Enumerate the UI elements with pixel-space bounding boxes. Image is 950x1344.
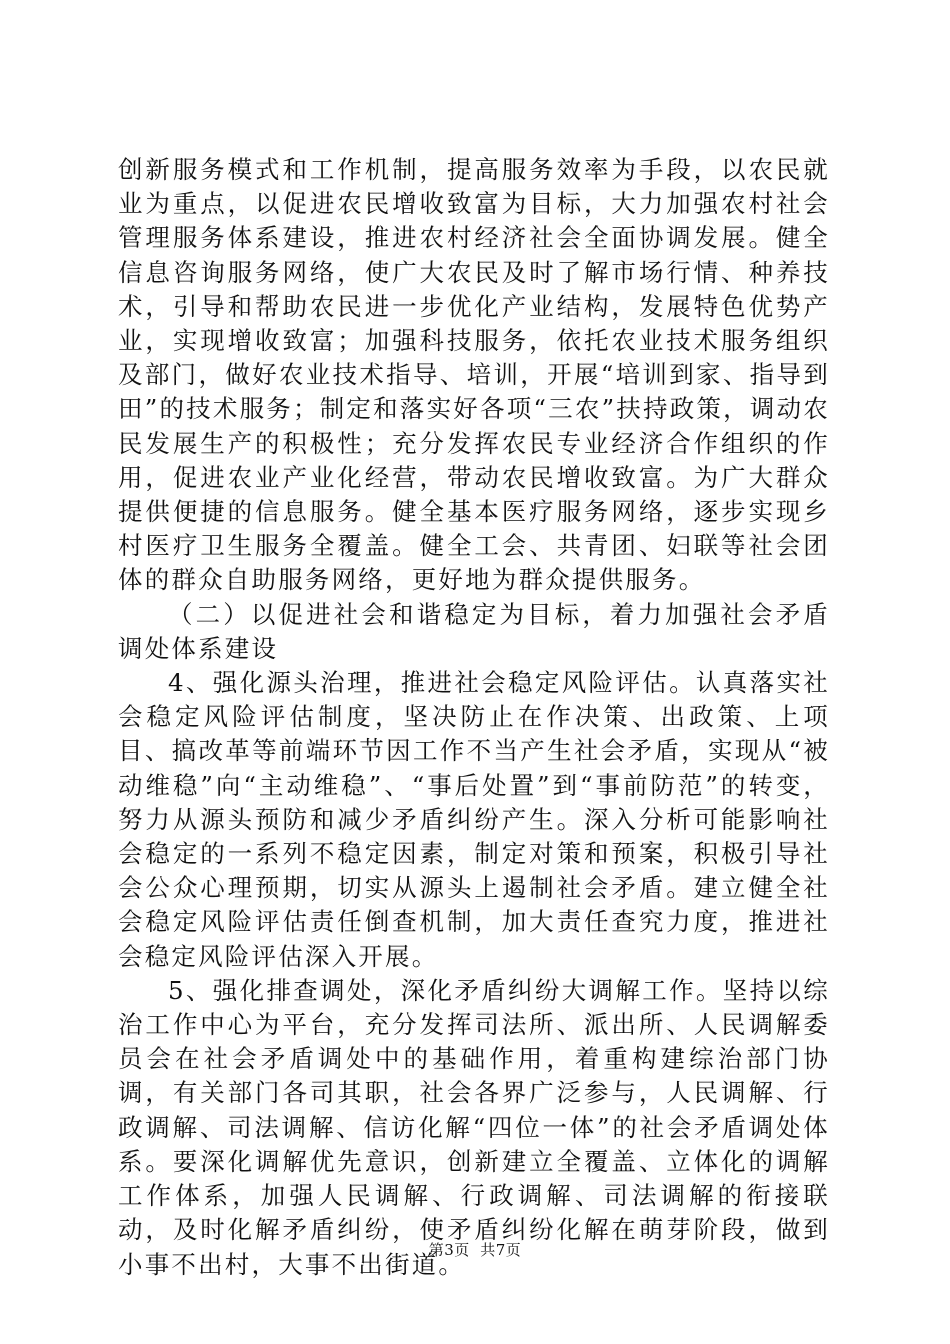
document-body	[118, 153, 830, 1282]
paragraph-continuation: 创新服务模式和工作机制，提高服务效率为手段，以农民就业为重点，以促进农民增收致富为目标，大力加强农村社会管理服务体系建设，推进农村经济社会全面协调发展。健全信息咨询服务网络，使广大农民及时了解市场行情、种养技术，引导和帮助农民进一步优化产业结构，发展特色优势产业，实现增收致富；加强科技服务，依托农业技术服务组织及部门，做好农业技术指导、培训，开展“培训到家、指导到田”的技术服务；制定和落实好各项“三农”扶持政策，调动农民发展生产的积极性；充分发挥农民专业经济合作组织的作用，促进农业产业化经营，带动农民增收致富。为广大群众提供便捷的信息服务。健全基本医疗服务网络，逐步实现乡村医疗卫生服务全覆盖。健全工会、共青团、妇联等社会团体的群众自助服务网络，更好地为群众提供服务。	[118, 155, 830, 595]
page-footer	[0, 1240, 950, 1260]
page-number-label: 第3页 共7页	[428, 1241, 522, 1259]
paragraph-item-5: 5、强化排查调处，深化矛盾纠纷大调解工作。坚持以综治工作中心为平台，充分发挥司法所、派出所、人民调解委员会在社会矛盾调处中的基础作用，着重构建综治部门协调，有关部门各司其职，社会各界广泛参与，人民调解、行政调解、司法调解、信访化解“四位一体”的社会矛盾调处体系。要深化调解优先意识，创新建立全覆盖、立体化的调解工作体系，加强人民调解、行政调解、司法调解的衔接联动，及时化解矛盾纠纷，使矛盾纠纷化解在萌芽阶段，做到小事不出村，大事不出街道。	[118, 975, 830, 1279]
section-heading: （二）以促进社会和谐稳定为目标，着力加强社会矛盾调处体系建设	[118, 599, 830, 663]
paragraph-item-4: 4、强化源头治理，推进社会稳定风险评估。认真落实社会稳定风险评估制度，坚决防止在作决策、出政策、上项目、搞改革等前端环节因工作不当产生社会矛盾，实现从“被动维稳”向“主动维稳”、“事后处置”到“事前防范”的转变，努力从源头预防和减少矛盾纠纷产生。深入分析可能影响社会稳定的一系列不稳定因素，制定对策和预案，积极引导社会公众心理预期，切实从源头上遏制社会矛盾。建立健全社会稳定风险评估责任倒查机制，加大责任查究力度，推进社会稳定风险评估深入开展。	[118, 668, 830, 971]
